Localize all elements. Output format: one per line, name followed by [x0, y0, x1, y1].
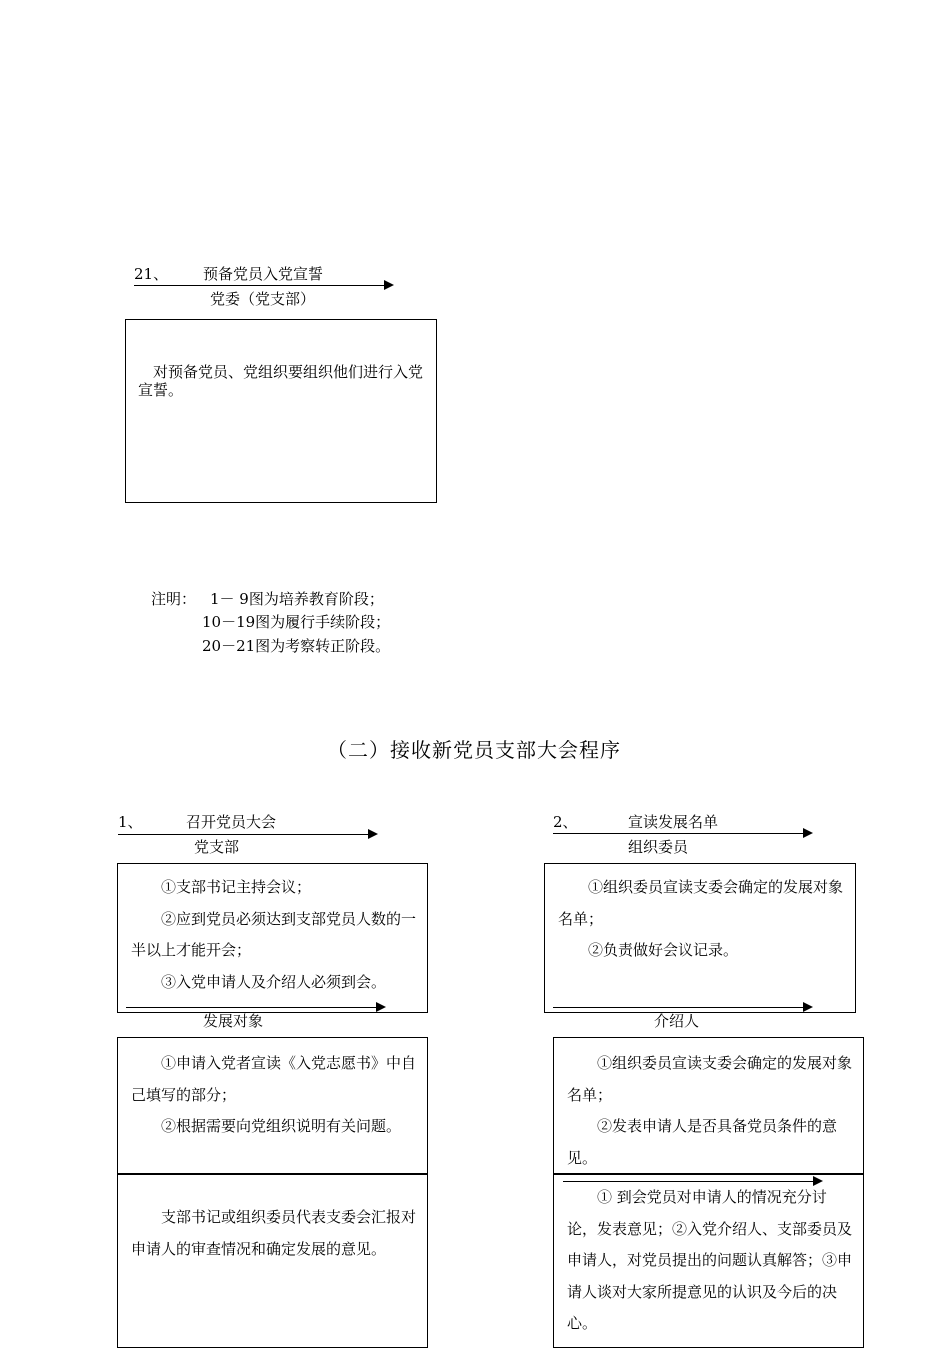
applicant-arrow	[126, 1007, 384, 1008]
step21-body: 对预备党员、党组织要组织他们进行入党宣誓。	[138, 363, 424, 399]
introducer-item-2: ②发表申请人是否具备党员条件的意见。	[567, 1117, 838, 1167]
applicant-item-2: ②根据需要向党组织说明有关问题。	[161, 1117, 402, 1135]
section-title: （二）接收新党员支部大会程序	[327, 738, 621, 762]
note-line-2: 10－19图为履行手续阶段；	[202, 613, 391, 631]
step1-box	[117, 863, 428, 1013]
step1-arrow	[118, 834, 376, 835]
step21-number: 21、	[134, 265, 169, 283]
step1-number: 1、	[118, 813, 143, 831]
secretary-report-body: 支部书记或组织委员代表支委会汇报对申请人的审查情况和确定发展的意见。	[131, 1208, 417, 1258]
applicant-actor: 发展对象	[203, 1012, 264, 1030]
step2-arrow	[553, 833, 811, 834]
step21-arrow	[134, 285, 392, 286]
note-line-1: 1－ 9图为培养教育阶段；	[210, 590, 384, 608]
note-line-3: 20－21图为考察转正阶段。	[202, 637, 391, 655]
introducer-box	[553, 1037, 864, 1175]
step21-title: 预备党员入党宣誓	[203, 265, 324, 283]
introducer-item-1: ①组织委员宣读支委会确定的发展对象名单；	[567, 1054, 853, 1104]
step21-actor: 党委（党支部）	[210, 290, 316, 308]
discussion-body: ① 到会党员对申请人的情况充分讨论，发表意见；②入党介绍人、支部委员及申请人，对党员提出的问题认真解答；③申请人谈对大家所提意见的认识及今后的决心。	[567, 1188, 853, 1332]
step2-box	[544, 863, 856, 1013]
step2-number: 2、	[553, 813, 578, 831]
applicant-item-1: ①申请入党者宣读《入党志愿书》中自己填写的部分；	[131, 1054, 417, 1104]
step2-actor: 组织委员	[628, 838, 689, 856]
step1-title: 召开党员大会	[186, 813, 277, 831]
introducer-actor: 介绍人	[654, 1012, 700, 1030]
introducer-arrow	[553, 1007, 811, 1008]
note-label: 注明：	[151, 590, 197, 608]
step21-box	[125, 319, 437, 503]
step2-item-1: ①组织委员宣读支委会确定的发展对象名单；	[558, 878, 844, 928]
discussion-box	[553, 1173, 864, 1348]
step2-item-2: ②负责做好会议记录。	[588, 941, 739, 959]
step1-item-1: ①支部书记主持会议；	[161, 878, 312, 896]
secretary-report-box	[117, 1173, 428, 1348]
step1-item-2: ②应到党员必须达到支部党员人数的一半以上才能开会；	[131, 909, 417, 959]
step1-item-3: ③入党申请人及介绍人必须到会。	[161, 972, 387, 991]
step1-actor: 党支部	[194, 838, 240, 856]
step2-title: 宣读发展名单	[628, 813, 719, 831]
applicant-box	[117, 1037, 428, 1175]
